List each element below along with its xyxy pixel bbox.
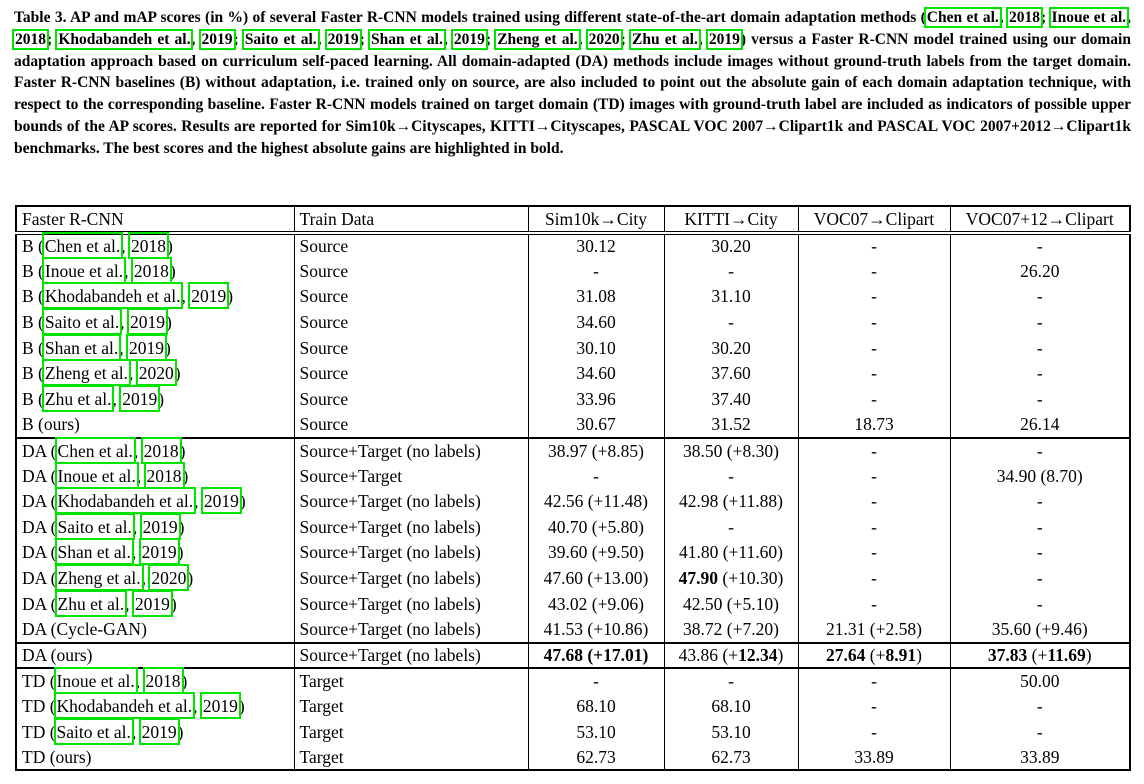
train-data-cell: Source+Target (no labels) (294, 489, 528, 515)
citation-box: 2019 (202, 695, 238, 716)
score-cell: 34.60 (528, 361, 664, 387)
score-cell: 42.50 (+5.10) (664, 591, 798, 617)
citation-box: Zhu et al. (631, 30, 698, 48)
table-row (16, 489, 1130, 515)
method-cell: TD (ours) (16, 745, 294, 771)
train-data-cell: Source+Target (no labels) (294, 515, 528, 541)
score-cell: - (798, 719, 950, 745)
score-cell: - (798, 233, 950, 259)
score-cell: 26.14 (950, 412, 1130, 438)
score-cell: 37.40 (664, 387, 798, 413)
score-cell: 33.96 (528, 387, 664, 413)
score-cell: - (798, 694, 950, 720)
score-cell: - (798, 540, 950, 566)
train-data-cell: Source (294, 233, 528, 259)
score-cell: 68.10 (528, 694, 664, 720)
citation-box: 2019 (142, 516, 178, 537)
score-cell: 50.00 (950, 668, 1130, 694)
method-cell: DA (Zheng et al., 2020) (16, 566, 294, 592)
citation-box: 2020 (138, 363, 174, 384)
score-cell: 18.73 (798, 412, 950, 438)
table-row (16, 617, 1130, 643)
score-cell: - (798, 438, 950, 464)
train-data-cell: Source+Target (no labels) (294, 643, 528, 669)
citation-box: Zhu et al. (57, 593, 125, 614)
score-cell: - (950, 694, 1130, 720)
score-cell: - (664, 310, 798, 336)
bold-score: 12.34 (738, 644, 778, 665)
method-cell: B (Khodabandeh et al., 2019) (16, 284, 294, 310)
table-section-domain-adapted-ours (16, 643, 1130, 669)
score-cell: - (798, 259, 950, 285)
score-cell: - (798, 489, 950, 515)
score-cell: 31.52 (664, 412, 798, 438)
score-cell (528, 643, 664, 669)
score-cell: 41.53 (+10.86) (528, 617, 664, 643)
score-cell: 31.08 (528, 284, 664, 310)
citation-box: Shan et al. (57, 542, 131, 563)
citation-box: 2020 (588, 30, 620, 48)
citation-box: 2018 (1009, 9, 1041, 26)
score-cell: 35.60 (+9.46) (950, 617, 1130, 643)
citation-box: 2019 (191, 286, 227, 307)
score-cell: 37.60 (664, 361, 798, 387)
score-cell: - (950, 591, 1130, 617)
score-cell: - (950, 284, 1130, 310)
citation-box: Inoue et al. (44, 260, 124, 281)
method-cell: B (Chen et al., 2018) (16, 233, 294, 259)
table-row (16, 387, 1130, 413)
table-row (16, 745, 1130, 771)
score-cell: 62.73 (528, 745, 664, 771)
train-data-cell: Source (294, 259, 528, 285)
score-cell: 43.86 (+12.34) (664, 643, 798, 669)
train-data-cell: Source+Target (294, 463, 528, 489)
score-cell: - (950, 566, 1130, 592)
bold-score: 27.64 (826, 644, 866, 665)
citation-box: Shan et al. (370, 30, 443, 48)
score-cell: 21.31 (+2.58) (798, 617, 950, 643)
train-data-cell: Target (294, 719, 528, 745)
score-cell: - (950, 361, 1130, 387)
citation-box: Zheng et al. (44, 363, 128, 384)
citation-box: 2019 (129, 312, 165, 333)
score-cell: - (528, 668, 664, 694)
table-section-baselines (16, 233, 1130, 438)
score-cell: - (950, 387, 1130, 413)
table-row (16, 259, 1130, 285)
table-row (16, 540, 1130, 566)
column-header: VOC07→Clipart (798, 206, 950, 233)
bold-score: 11.69 (1047, 644, 1086, 665)
train-data-cell: Target (294, 694, 528, 720)
table-row (16, 719, 1130, 745)
bold-score: 8.91 (885, 644, 917, 665)
citation-box: Inoue et al. (1051, 9, 1127, 26)
citation-box: Inoue et al. (56, 670, 135, 691)
score-cell: 33.89 (798, 745, 950, 771)
header-row (16, 206, 1130, 233)
score-cell: - (950, 233, 1130, 259)
citation-box: 2019 (708, 30, 740, 48)
score-cell: - (528, 463, 664, 489)
table-row (16, 361, 1130, 387)
train-data-cell: Source (294, 412, 528, 438)
table-section-target-domain (16, 668, 1130, 770)
citation-box: Saito et al. (57, 516, 132, 537)
score-cell: - (798, 387, 950, 413)
citation-box: Chen et al. (57, 440, 133, 461)
score-cell: 38.97 (+8.85) (528, 438, 664, 464)
score-cell: - (950, 515, 1130, 541)
train-data-cell: Source+Target (no labels) (294, 617, 528, 643)
train-data-cell: Source+Target (no labels) (294, 591, 528, 617)
method-cell: B (Zheng et al., 2020) (16, 361, 294, 387)
method-cell: B (Shan et al., 2019) (16, 335, 294, 361)
column-header: Train Data (294, 206, 528, 233)
table-row (16, 463, 1130, 489)
bold-score: 37.83 (987, 644, 1028, 665)
score-cell: 30.10 (528, 335, 664, 361)
citation-box: Khodabandeh et al. (56, 695, 193, 716)
column-header: KITTI→City (664, 206, 798, 233)
column-header: VOC07+12→Clipart (950, 206, 1130, 233)
citation-box: 2019 (134, 593, 170, 614)
method-cell: B (Saito et al., 2019) (16, 310, 294, 336)
score-cell: - (798, 515, 950, 541)
table-row (16, 591, 1130, 617)
method-cell: DA (Saito et al., 2019) (16, 515, 294, 541)
table-row (16, 233, 1130, 259)
train-data-cell: Source (294, 335, 528, 361)
table-section-domain-adapted (16, 438, 1130, 643)
citation-box: 2020 (151, 568, 187, 589)
table-row (16, 412, 1130, 438)
citation-box: 2018 (143, 440, 179, 461)
citation-box: 2019 (203, 491, 239, 512)
citation-box: 2019 (201, 30, 233, 48)
citation-box: 2019 (141, 721, 177, 742)
table-row (16, 668, 1130, 694)
method-cell: B (ours) (16, 412, 294, 438)
score-cell: 38.50 (+8.30) (664, 438, 798, 464)
bold-score: 47.68 (+17.01) (543, 644, 649, 665)
score-cell: 30.20 (664, 335, 798, 361)
citation-box: Saito et al. (56, 721, 131, 742)
bold-score: 47.90 (678, 568, 719, 589)
score-cell: - (798, 566, 950, 592)
score-cell: - (798, 335, 950, 361)
score-cell: 34.60 (528, 310, 664, 336)
train-data-cell: Target (294, 668, 528, 694)
citation-box: Khodabandeh et al. (57, 491, 194, 512)
results-table (15, 205, 1131, 771)
score-cell: 38.72 (+7.20) (664, 617, 798, 643)
score-cell: - (798, 284, 950, 310)
score-cell: - (798, 310, 950, 336)
score-cell: 37.83 (+11.69) (950, 643, 1130, 669)
method-cell: DA (Cycle-GAN) (16, 617, 294, 643)
score-cell: - (950, 719, 1130, 745)
score-cell: 53.10 (528, 719, 664, 745)
score-cell: 68.10 (664, 694, 798, 720)
citation-box: 2018 (146, 465, 182, 486)
method-cell: TD (Khodabandeh et al., 2019) (16, 694, 294, 720)
table-row (16, 694, 1130, 720)
table-caption: Table 3. AP and mAP scores (in %) of several Faster R-CNN models trained using different state-of-the-art domain adaptation methods (Chen et al., 2018; Inoue et al., 2018; Khodabandeh et al., 2019; Saito et al., 2019; Shan et al., 2019; Zheng et al., 2020; Zhu et al., 2019) versus a Faster R-CNN model trained using our domain adaptation approach based on curriculum self-paced learning. All domain-adapted (DA) methods include images without ground-truth labels from the target domain. Faster R-CNN baselines (B) without adaptation, i.e. trained only on source, are also included to point out the absolute gain of each domain adaptation technique, with respect to the corresponding baseline. Faster R-CNN models trained on target domain (TD) images with ground-truth label are included as indicators of possible upper bounds of the AP scores. Results are reported for Sim10k→Cityscapes, KITTI→Cityscapes, PASCAL VOC 2007→Clipart1k and PASCAL VOC 2007+2012→Clipart1k benchmarks. The best scores and the highest absolute gains are highlighted in bold. (14, 9, 1131, 157)
score-cell: - (664, 463, 798, 489)
table-row (16, 310, 1130, 336)
score-cell: - (798, 361, 950, 387)
score-cell: - (528, 259, 664, 285)
score-cell: - (950, 489, 1130, 515)
score-cell: 43.02 (+9.06) (528, 591, 664, 617)
citation-box: 2018 (15, 30, 46, 48)
citation-box: Khodabandeh et al. (58, 30, 191, 48)
table-row (16, 643, 1130, 669)
score-cell: 62.73 (664, 745, 798, 771)
citation-box: Inoue et al. (57, 465, 136, 486)
citation-box: Shan et al. (44, 337, 119, 358)
citation-box: Saito et al. (44, 312, 120, 333)
citation-box: 2018 (133, 260, 169, 281)
score-cell: 30.67 (528, 412, 664, 438)
citation-box: 2019 (129, 337, 165, 358)
score-cell: - (950, 438, 1130, 464)
citation-box: Khodabandeh et al. (44, 286, 181, 307)
score-cell: 31.10 (664, 284, 798, 310)
method-cell: DA (ours) (16, 643, 294, 669)
train-data-cell: Source (294, 310, 528, 336)
train-data-cell: Source+Target (no labels) (294, 540, 528, 566)
citation-box: 2019 (327, 30, 359, 48)
method-cell: DA (Shan et al., 2019) (16, 540, 294, 566)
citation-box: 2019 (141, 542, 177, 563)
score-cell: - (798, 591, 950, 617)
citation-box: Zheng et al. (57, 568, 141, 589)
citation-box: 2019 (122, 388, 158, 409)
score-cell: 26.20 (950, 259, 1130, 285)
table-header (16, 206, 1130, 233)
citation-box: Saito et al. (244, 30, 317, 48)
score-cell: 40.70 (+5.80) (528, 515, 664, 541)
score-cell: 27.64 (+8.91) (798, 643, 950, 669)
column-header: Faster R-CNN (16, 206, 294, 233)
citation-box: Chen et al. (44, 236, 121, 257)
table-row (16, 335, 1130, 361)
method-cell: DA (Zhu et al., 2019) (16, 591, 294, 617)
score-cell: - (950, 335, 1130, 361)
method-cell: TD (Saito et al., 2019) (16, 719, 294, 745)
score-cell: 47.60 (+13.00) (528, 566, 664, 592)
score-cell: 30.20 (664, 233, 798, 259)
train-data-cell: Source (294, 284, 528, 310)
method-cell: B (Zhu et al., 2019) (16, 387, 294, 413)
table-row (16, 566, 1130, 592)
table-row (16, 515, 1130, 541)
table-row (16, 284, 1130, 310)
method-cell: TD (Inoue et al., 2018) (16, 668, 294, 694)
method-cell: B (Inoue et al., 2018) (16, 259, 294, 285)
table-row (16, 438, 1130, 464)
score-cell: 39.60 (+9.50) (528, 540, 664, 566)
score-cell: - (798, 463, 950, 489)
train-data-cell: Source (294, 387, 528, 413)
citation-box: 2018 (130, 236, 166, 257)
score-cell: - (950, 310, 1130, 336)
citation-box: 2018 (145, 670, 181, 691)
score-cell: 33.89 (950, 745, 1130, 771)
score-cell: 47.90 (+10.30) (664, 566, 798, 592)
citation-box: Zhu et al. (44, 388, 112, 409)
score-cell: 42.98 (+11.88) (664, 489, 798, 515)
citation-box: Zheng et al. (497, 30, 578, 48)
method-cell: DA (Inoue et al., 2018) (16, 463, 294, 489)
citation-box: Chen et al. (926, 9, 999, 26)
train-data-cell: Source+Target (no labels) (294, 438, 528, 464)
score-cell: - (664, 259, 798, 285)
score-cell: 42.56 (+11.48) (528, 489, 664, 515)
score-cell: - (950, 540, 1130, 566)
score-cell: 30.12 (528, 233, 664, 259)
train-data-cell: Source+Target (no labels) (294, 566, 528, 592)
score-cell: 41.80 (+11.60) (664, 540, 798, 566)
score-cell: - (664, 668, 798, 694)
method-cell: DA (Chen et al., 2018) (16, 438, 294, 464)
score-cell: 53.10 (664, 719, 798, 745)
method-cell: DA (Khodabandeh et al., 2019) (16, 489, 294, 515)
citation-box: 2019 (453, 30, 485, 48)
score-cell: - (664, 515, 798, 541)
score-cell: - (798, 668, 950, 694)
train-data-cell: Source (294, 361, 528, 387)
train-data-cell: Target (294, 745, 528, 771)
score-cell: 34.90 (8.70) (950, 463, 1130, 489)
column-header: Sim10k→City (528, 206, 664, 233)
